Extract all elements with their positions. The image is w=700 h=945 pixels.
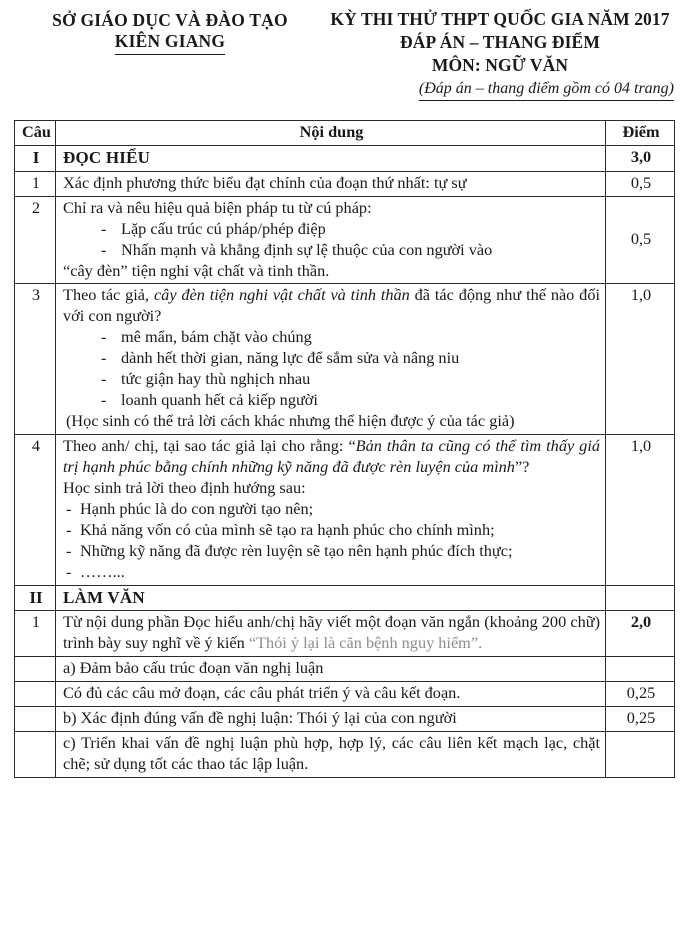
question-content-4 bbox=[56, 435, 606, 586]
section-title-cell-I bbox=[56, 145, 606, 171]
question-points-2: 0,5 bbox=[606, 196, 675, 284]
table-row-section-II bbox=[15, 585, 675, 611]
answer-key-table-wrap bbox=[14, 120, 674, 778]
question-number-2: 2 bbox=[15, 196, 56, 284]
table-row-q1 bbox=[15, 171, 675, 196]
list-item: - Những kỹ năng đã được rèn luyện sẽ tạo nên hạnh phúc đích thực; bbox=[63, 541, 600, 562]
criterion-b-label: b) Xác định đúng vấn đề nghị luận: Thói ý lại của con người bbox=[63, 708, 457, 728]
criterion-c-points bbox=[606, 732, 675, 778]
table-row-section-I bbox=[15, 145, 675, 171]
q3-lead-italic: cây đèn tiện nghi vật chất và tinh thần bbox=[153, 285, 410, 305]
exam-subject-line: MÔN: NGỮ VĂN bbox=[431, 54, 569, 75]
question-number-4: 4 bbox=[15, 435, 56, 586]
q1-answer-text: Xác định phương thức biểu đạt chính của đoạn thứ nhất: tự sự bbox=[63, 172, 467, 192]
section-points-II bbox=[606, 585, 675, 611]
list-item: - Lặp cấu trúc cú pháp/phép điệp bbox=[63, 219, 600, 240]
question-points-5: 2,0 bbox=[606, 611, 675, 657]
criterion-b-text-cell bbox=[56, 707, 606, 732]
q3-lead-pre: Theo tác giả, bbox=[63, 285, 154, 305]
list-item: - loanh quanh hết cả kiếp người bbox=[63, 390, 600, 411]
q4-lead-line bbox=[63, 436, 600, 478]
criterion-a-points bbox=[606, 657, 675, 682]
exam-title-line2: ĐÁP ÁN – THANG ĐIỂM bbox=[400, 31, 600, 52]
list-item: - Khả năng vốn có của mình sẽ tạo ra hạnh phúc cho chính mình; bbox=[63, 520, 600, 541]
q3-note-text: (Học sinh có thể trả lời cách khác nhưng thể hiện được ý của tác giả) bbox=[66, 411, 515, 431]
q2-lead-text: Chỉ ra và nêu hiệu quả biện pháp tu từ cú pháp: bbox=[63, 197, 372, 217]
question-points-3: 1,0 bbox=[606, 284, 675, 435]
q4-guide-text: Học sinh trả lời theo định hướng sau: bbox=[63, 477, 306, 497]
criterion-c-number-spacer bbox=[15, 732, 56, 778]
column-header-content: Nội dung bbox=[56, 121, 606, 146]
criterion-c-text-cell bbox=[56, 732, 606, 778]
q2-closing-text: “cây đèn” tiện nghi vật chất và tinh thần. bbox=[63, 260, 330, 280]
criterion-b-points: 0,25 bbox=[606, 707, 675, 732]
criterion-a-label: a) Đảm bảo cấu trúc đoạn văn nghị luận bbox=[63, 658, 324, 678]
list-item: - ……... bbox=[63, 562, 600, 583]
q5-prompt-quote: “Thói ỷ lại là căn bệnh nguy hiểm”. bbox=[248, 633, 483, 653]
question-content-3 bbox=[56, 284, 606, 435]
q5-prompt-pre: Từ nội dung phần Đọc hiểu anh/chị hãy viết một đoạn văn ngắn (khoảng 200 chữ) trình bày suy nghĩ về ý kiến bbox=[63, 612, 600, 653]
page-count-note-wrap bbox=[320, 76, 680, 101]
q3-lead-post: đã tác động như thế nào đối với con người? bbox=[63, 285, 600, 326]
column-header-question: Câu bbox=[15, 121, 56, 146]
question-number-1: 1 bbox=[15, 171, 56, 196]
list-item: - Nhấn mạnh và khẳng định sự lệ thuộc của con người vào bbox=[63, 240, 600, 261]
table-header-row bbox=[15, 121, 675, 146]
issuing-department bbox=[20, 8, 320, 55]
section-points-I: 3,0 bbox=[606, 145, 675, 171]
q3-lead-line bbox=[63, 285, 600, 327]
criterion-a-detail-number-spacer bbox=[15, 682, 56, 707]
q4-lead-post: ”? bbox=[514, 456, 530, 476]
question-number-5: 1 bbox=[15, 611, 56, 657]
q3-bullet-list bbox=[63, 327, 600, 411]
document-header bbox=[20, 0, 680, 101]
question-content-2 bbox=[56, 196, 606, 284]
criterion-a-detail-points: 0,25 bbox=[606, 682, 675, 707]
q4-lead-pre: Theo anh/ chị, tại sao tác giả lại cho rằng: “ bbox=[63, 436, 356, 456]
question-number-3: 3 bbox=[15, 284, 56, 435]
criterion-a-text-cell bbox=[56, 657, 606, 682]
list-item: - dành hết thời gian, năng lực để sắm sửa và nâng niu bbox=[63, 348, 600, 369]
section-title-I: ĐỌC HIỂU bbox=[63, 147, 151, 167]
table-row-criterion-b bbox=[15, 707, 675, 732]
table-row-criterion-a bbox=[15, 657, 675, 682]
criterion-a-detail-label: Có đủ các câu mở đoạn, các câu phát triển ý và câu kết đoạn. bbox=[63, 683, 461, 703]
criterion-a-number-spacer bbox=[15, 657, 56, 682]
table-row-q2 bbox=[15, 196, 675, 284]
section-title-cell-II bbox=[56, 585, 606, 611]
q2-bullet-list bbox=[63, 219, 600, 261]
page-count-note: (Đáp án – thang điểm gồm có 04 trang) bbox=[419, 79, 674, 101]
table-row-q5-prompt bbox=[15, 611, 675, 657]
exam-title-line1: KỲ THI THỬ THPT QUỐC GIA NĂM 2017 bbox=[330, 9, 670, 29]
question-content-5 bbox=[56, 611, 606, 657]
criterion-c-label: c) Triển khai vấn đề nghị luận phù hợp, hợp lý, các câu liên kết mạch lạc, chặt chẽ; sử dụng tốt các thao tác lập luận. bbox=[63, 733, 600, 774]
question-points-1: 0,5 bbox=[606, 171, 675, 196]
criterion-b-number-spacer bbox=[15, 707, 56, 732]
table-row-criterion-a-detail bbox=[15, 682, 675, 707]
q4-lead-italic: Bản thân ta cũng có thể tìm thấy giá trị hạnh phúc bằng chính những kỹ năng đã được rèn luyện của mình bbox=[63, 436, 600, 476]
q5-prompt-line bbox=[63, 612, 600, 654]
department-name-line1: SỞ GIÁO DỤC VÀ ĐÀO TẠO bbox=[52, 10, 288, 30]
list-item: - mê mẩn, bám chặt vào chúng bbox=[63, 327, 600, 348]
exam-title-block bbox=[320, 8, 680, 101]
q4-answer-list bbox=[63, 499, 600, 583]
department-name-line2: KIÊN GIANG bbox=[115, 31, 225, 54]
section-number-I: I bbox=[15, 145, 56, 171]
list-item: - tức giận hay thù nghịch nhau bbox=[63, 369, 600, 390]
question-content-1 bbox=[56, 171, 606, 196]
table-row-q3 bbox=[15, 284, 675, 435]
table-row-q4 bbox=[15, 435, 675, 586]
criterion-a-detail-text-cell bbox=[56, 682, 606, 707]
section-number-II: II bbox=[15, 585, 56, 611]
table-row-criterion-c bbox=[15, 732, 675, 778]
column-header-points: Điểm bbox=[606, 121, 675, 146]
list-item: - Hạnh phúc là do con người tạo nên; bbox=[63, 499, 600, 520]
question-points-4: 1,0 bbox=[606, 435, 675, 586]
answer-key-table bbox=[14, 120, 675, 778]
section-title-II: LÀM VĂN bbox=[63, 587, 145, 607]
